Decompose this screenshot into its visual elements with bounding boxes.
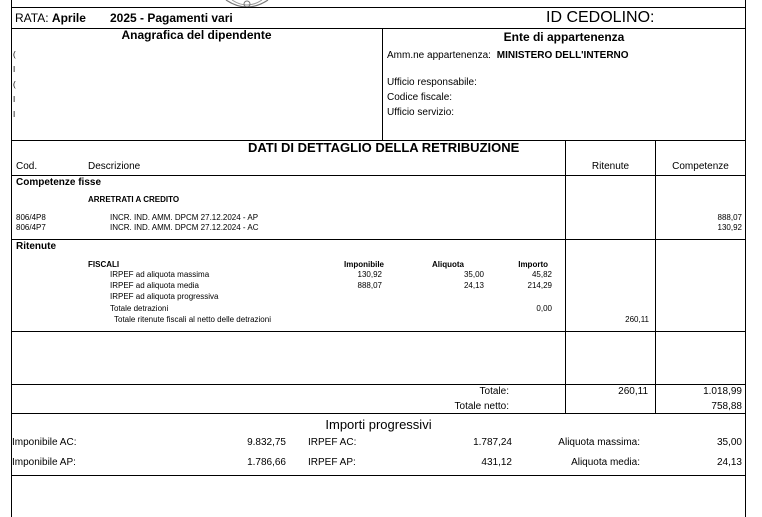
irpef-row-desc: IRPEF ad aliquota media (110, 281, 199, 290)
col-cod-header: Cod. (16, 161, 38, 172)
col-competenze-left (655, 140, 656, 413)
anagrafica-divider (382, 28, 383, 140)
rata-year-desc: 2025 - Pagamenti vari (110, 11, 233, 25)
totale-ritenute-amount: 260,11 (618, 386, 648, 397)
irpef-row-aliquota: 24,13 (463, 281, 484, 290)
dettaglio-row-cod: 806/4P8 (16, 213, 46, 222)
competenze-bottom (11, 239, 746, 240)
irpef-row-importo: 45,82 (531, 270, 552, 279)
totals-top (11, 384, 746, 385)
ente-title: Ente di appartenenza (503, 30, 625, 44)
aliquota-media-label: Aliquota media: (571, 457, 640, 468)
imponibile-ac-value: 9.832,75 (247, 437, 286, 448)
irpef-row-aliquota: 35,00 (463, 270, 484, 279)
rata-label: RATA: (15, 11, 49, 25)
dettaglio-row-desc: INCR. IND. AMM. DPCM 27.12.2024 - AC (110, 223, 259, 232)
top-border (11, 7, 746, 8)
irpef-row-desc: IRPEF ad aliquota massima (110, 270, 210, 279)
irpef-row-importo: 214,29 (527, 281, 552, 290)
id-cedolino-label: ID CEDOLINO: (546, 9, 655, 26)
amm-value: MINISTERO DELL'INTERNO (496, 50, 629, 61)
codice-fiscale-label: Codice fiscale: (387, 92, 453, 103)
totale-competenze-amount: 1.018,99 (703, 386, 742, 397)
aliquota-massima-label: Aliquota massima: (558, 437, 640, 448)
col-ritenute-header: Ritenute (591, 161, 630, 172)
imponibile-ap-value: 1.786,66 (247, 457, 286, 468)
progressivi-bottom (11, 475, 746, 476)
dettaglio-row-cod: 806/4P7 (16, 223, 46, 232)
imponibile-header: Imponibile (344, 260, 384, 269)
aliquota-massima-value: 35,00 (716, 437, 742, 448)
dettaglio-row-desc: INCR. IND. AMM. DPCM 27.12.2024 - AP (110, 213, 259, 222)
anagrafica-redacted-marks: ( I ( I I (13, 50, 16, 119)
totale-ritenute-label: Totale ritenute fiscali al netto delle detrazioni (114, 315, 271, 324)
irpef-ac-label: IRPEF AC: (308, 437, 357, 448)
col-desc-header: Descrizione (88, 161, 141, 172)
totale-ritenute-value: 260,11 (625, 315, 649, 324)
dettaglio-row-competenze: 130,92 (717, 223, 742, 232)
imponibile-ac-label: Imponibile AC: (12, 437, 77, 448)
column-header-bottom (11, 175, 746, 176)
ufficio-responsabile-label: Ufficio responsabile: (387, 77, 477, 88)
rata-value: Aprile (51, 11, 86, 25)
totale-label: Totale: (479, 386, 509, 397)
outer-right-border (745, 0, 746, 517)
rata-row (15, 12, 86, 24)
col-competenze-header: Competenze (672, 161, 729, 172)
totale-netto-amount: 758,88 (711, 401, 742, 412)
imponibile-ap-label: Imponibile AP: (12, 457, 76, 468)
totals-bottom (11, 413, 746, 414)
amm-row (387, 51, 629, 61)
arretrati-label: ARRETRATI A CREDITO (88, 195, 180, 204)
aliquota-media-value: 24,13 (716, 457, 742, 468)
irpef-ac-value: 1.787,24 (473, 437, 512, 448)
dettaglio-row-competenze: 888,07 (717, 213, 742, 222)
dettaglio-title: DATI DI DETTAGLIO DELLA RETRIBUZIONE (248, 140, 520, 155)
amm-label: Amm.ne appartenenza: (387, 50, 491, 61)
ufficio-servizio-label: Ufficio servizio: (387, 107, 455, 118)
totale-netto-label: Totale netto: (454, 401, 509, 412)
irpef-row-desc: Totale detrazioni (110, 304, 169, 313)
fiscali-label: FISCALI (88, 260, 120, 269)
anagrafica-title: Anagrafica del dipendente (121, 28, 272, 42)
col-ritenute-left (565, 140, 566, 413)
irpef-row-desc: IRPEF ad aliquota progressiva (110, 292, 219, 301)
progressivi-title: Importi progressivi (325, 417, 432, 432)
irpef-row-importo: 0,00 (536, 304, 552, 313)
aliquota-header: Aliquota (432, 260, 464, 269)
irpef-ap-value: 431,12 (481, 457, 512, 468)
irpef-row-imponibile: 130,92 (357, 270, 382, 279)
ritenute-section-label: Ritenute (16, 241, 56, 252)
irpef-ap-label: IRPEF AP: (308, 457, 356, 468)
ritenute-bottom (11, 331, 746, 332)
irpef-row-imponibile: 888,07 (357, 281, 382, 290)
importo-header: Importo (518, 260, 548, 269)
competenze-fisse-label: Competenze fisse (16, 177, 102, 188)
